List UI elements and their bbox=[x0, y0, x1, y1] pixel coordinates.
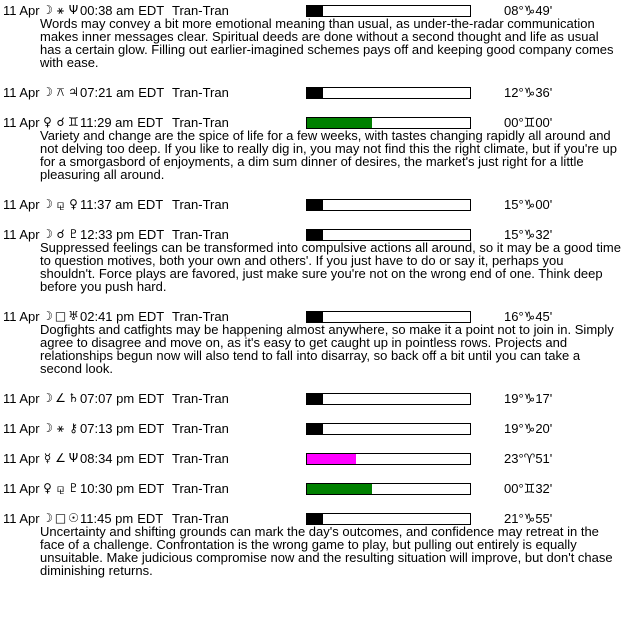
chart-type-label: Tran-Tran bbox=[172, 309, 229, 324]
transit-entry bbox=[3, 228, 632, 293]
aspect-power-bar bbox=[306, 311, 471, 323]
aspect-power-bar-fill bbox=[307, 312, 323, 322]
interpretation-text: Suppressed feelings can be transformed into compulsive actions all around, so it may be a good time to question motives, both your own and others'. If you just have to do or say it, perhaps you shouldn't. Force plays are favored, just make sure you're not on the wrong end of one. Think deep before you push hard. bbox=[40, 240, 621, 294]
timezone-label: EDT bbox=[137, 197, 164, 212]
aspect-power-bar-fill bbox=[307, 424, 323, 434]
aspect-power-bar-fill bbox=[307, 6, 323, 16]
aspect-power-bar-fill bbox=[307, 394, 323, 404]
chart-type-label: Tran-Tran bbox=[172, 391, 229, 406]
timezone-label: EDT bbox=[137, 115, 164, 130]
semisquare-icon: ∠ bbox=[55, 391, 66, 405]
time-value: 07:13 pm bbox=[80, 421, 135, 436]
chart-type-label: Tran-Tran bbox=[172, 421, 229, 436]
venus-icon: ♀ bbox=[43, 115, 52, 129]
interpretation-text: Uncertainty and shifting grounds can mark the day's outcomes, and confidence may retreat in the face of a challenge. Confrontation is the wrong game to play, but pulling out entirely is equally unsuitable. Make judicious compromise now and the resulting situation will improve, but don't chase diminishing returns. bbox=[40, 524, 613, 578]
venus-icon: ♀ bbox=[43, 481, 52, 495]
event-time bbox=[80, 422, 172, 435]
aspect-power-bar bbox=[306, 483, 471, 495]
aspect-power-bar bbox=[306, 5, 471, 17]
transit-row bbox=[3, 392, 632, 405]
event-time bbox=[80, 482, 172, 495]
position-label: 23°♈51' bbox=[504, 451, 553, 466]
position-label: 19°♑17' bbox=[504, 391, 553, 406]
time-value: 10:30 pm bbox=[80, 481, 135, 496]
date-label: 11 Apr bbox=[3, 197, 40, 212]
saturn-icon: ♄ bbox=[68, 391, 79, 405]
position-label: 15°♑32' bbox=[504, 227, 553, 242]
transit-entry bbox=[3, 452, 632, 465]
timezone-label: EDT bbox=[137, 511, 164, 526]
timezone-label: EDT bbox=[138, 451, 165, 466]
time-value: 07:21 am bbox=[80, 85, 135, 100]
moon-icon: ☽ bbox=[42, 511, 53, 525]
event-time bbox=[80, 86, 172, 99]
transit-entry bbox=[3, 4, 632, 69]
pluto-icon: ♇ bbox=[68, 227, 79, 241]
sesquiquadrate-icon: ⚼ bbox=[56, 197, 65, 211]
aspect-power-bar-fill bbox=[307, 454, 356, 464]
jupiter-icon: ♃ bbox=[68, 85, 79, 99]
sun-icon: ☉ bbox=[68, 511, 79, 525]
transit-row bbox=[3, 452, 632, 465]
date-label: 11 Apr bbox=[3, 421, 40, 436]
conjunction-icon: ☌ bbox=[56, 227, 65, 241]
position-label: 00°♊00' bbox=[504, 115, 553, 130]
aspect-power-bar-fill bbox=[307, 118, 372, 128]
position-label: 19°♑20' bbox=[504, 421, 553, 436]
moon-icon: ☽ bbox=[42, 197, 53, 211]
square-icon: □ bbox=[54, 511, 67, 525]
timezone-label: EDT bbox=[138, 481, 165, 496]
timezone-label: EDT bbox=[138, 309, 165, 324]
venus-icon: ♀ bbox=[69, 197, 78, 211]
timezone-label: EDT bbox=[138, 3, 165, 18]
position-label: 08°♑49' bbox=[504, 3, 553, 18]
neptune-icon: Ψ bbox=[68, 3, 79, 17]
event-time bbox=[80, 452, 172, 465]
timezone-label: EDT bbox=[138, 391, 165, 406]
aspect-power-bar-fill bbox=[307, 88, 323, 98]
sextile-icon: ⚹ bbox=[56, 3, 65, 17]
aspect-power-bar bbox=[306, 423, 471, 435]
transit-entry bbox=[3, 86, 632, 99]
sesquiquadrate-icon: ⚼ bbox=[56, 481, 65, 495]
chart-type-label: Tran-Tran bbox=[172, 511, 229, 526]
aspect-power-bar-fill bbox=[307, 484, 372, 494]
moon-icon: ☽ bbox=[42, 309, 53, 323]
date-label: 11 Apr bbox=[3, 511, 40, 526]
time-value: 11:37 am bbox=[80, 197, 134, 212]
chart-type-label: Tran-Tran bbox=[172, 197, 229, 212]
moon-icon: ☽ bbox=[42, 421, 53, 435]
date-label: 11 Apr bbox=[3, 227, 40, 242]
aspect-power-bar bbox=[306, 229, 471, 241]
quincunx-icon: ⚻ bbox=[56, 85, 65, 99]
time-value: 12:33 pm bbox=[80, 227, 135, 242]
conjunction-icon: ☌ bbox=[56, 115, 65, 129]
chart-type-label: Tran-Tran bbox=[172, 227, 229, 242]
chart-type-label: Tran-Tran bbox=[172, 481, 229, 496]
interpretation-text: Words may convey a bit more emotional meaning than usual, as under-the-radar communication makes inner messages clear. Spiritual deeds are done without a second thought and life as usual has a certain glow. Filling out earlier-imagined schemes pays off and keeping good company comes with ease. bbox=[40, 16, 614, 70]
chart-type-label: Tran-Tran bbox=[172, 451, 229, 466]
aspect-power-bar bbox=[306, 453, 471, 465]
event-time bbox=[80, 392, 172, 405]
gemini-sign-icon: ♊ bbox=[68, 115, 79, 129]
aspect-power-bar bbox=[306, 199, 471, 211]
uranus-icon: ♅ bbox=[68, 309, 79, 323]
transit-row bbox=[3, 198, 632, 211]
transit-entry bbox=[3, 116, 632, 181]
position-label: 00°♊32' bbox=[504, 481, 553, 496]
chart-type-label: Tran-Tran bbox=[172, 3, 229, 18]
transit-entry bbox=[3, 512, 632, 577]
time-value: 11:45 pm bbox=[80, 511, 134, 526]
time-value: 02:41 pm bbox=[80, 309, 135, 324]
aspect-power-bar bbox=[306, 513, 471, 525]
date-label: 11 Apr bbox=[3, 481, 40, 496]
time-value: 07:07 pm bbox=[80, 391, 135, 406]
transit-row bbox=[3, 422, 632, 435]
chiron-icon: ⚷ bbox=[69, 421, 78, 435]
transit-entry bbox=[3, 392, 632, 405]
position-label: 15°♑00' bbox=[504, 197, 553, 212]
moon-icon: ☽ bbox=[42, 85, 53, 99]
interpretation-text: Dogfights and catfights may be happening almost anywhere, so make it a point not to join in. Simply agree to disagree and move on, as it's easy to get caught up in pointless rows. Projects and relationships begun now will also tend to fall into disarray, so back off a bit until you can take a second look. bbox=[40, 322, 614, 376]
chart-type-label: Tran-Tran bbox=[172, 85, 229, 100]
neptune-icon: Ψ bbox=[68, 451, 79, 465]
moon-icon: ☽ bbox=[42, 227, 53, 241]
aspect-power-bar-fill bbox=[307, 230, 323, 240]
square-icon: □ bbox=[54, 309, 67, 323]
moon-icon: ☽ bbox=[42, 3, 53, 17]
aspect-power-bar bbox=[306, 117, 471, 129]
mercury-icon: ☿ bbox=[43, 451, 52, 465]
chart-type-label: Tran-Tran bbox=[172, 115, 229, 130]
date-label: 11 Apr bbox=[3, 391, 40, 406]
transit-entry bbox=[3, 482, 632, 495]
date-label: 11 Apr bbox=[3, 3, 40, 18]
position-label: 12°♑36' bbox=[504, 85, 553, 100]
transit-entry bbox=[3, 310, 632, 375]
interpretation-text: Variety and change are the spice of life for a few weeks, with tastes changing rapidly all around and not delving too deep. If you like to really dig in, you may not find this the right climate, but if you're up for a smorgasbord of enjoyments, a dim sum dinner of desires, the market's just right for a little pleasuring all around. bbox=[40, 128, 617, 182]
aspect-power-bar-fill bbox=[307, 200, 323, 210]
aspect-power-bar bbox=[306, 87, 471, 99]
date-label: 11 Apr bbox=[3, 309, 40, 324]
transit-row bbox=[3, 482, 632, 495]
time-value: 00:38 am bbox=[80, 3, 135, 18]
position-label: 16°♑45' bbox=[504, 309, 553, 324]
timezone-label: EDT bbox=[138, 421, 165, 436]
date-label: 11 Apr bbox=[3, 451, 40, 466]
event-time bbox=[80, 198, 172, 211]
aspect-power-bar-fill bbox=[307, 514, 323, 524]
time-value: 11:29 am bbox=[80, 115, 134, 130]
transit-row bbox=[3, 86, 632, 99]
time-value: 08:34 pm bbox=[80, 451, 135, 466]
aspect-power-bar bbox=[306, 393, 471, 405]
moon-icon: ☽ bbox=[42, 391, 53, 405]
position-label: 21°♑55' bbox=[504, 511, 553, 526]
timezone-label: EDT bbox=[138, 85, 165, 100]
date-label: 11 Apr bbox=[3, 85, 40, 100]
transit-entry bbox=[3, 198, 632, 211]
timezone-label: EDT bbox=[138, 227, 165, 242]
sextile-icon: ⚹ bbox=[56, 421, 65, 435]
transit-entry bbox=[3, 422, 632, 435]
pluto-icon: ♇ bbox=[68, 481, 79, 495]
date-label: 11 Apr bbox=[3, 115, 40, 130]
semisquare-icon: ∠ bbox=[55, 451, 66, 465]
